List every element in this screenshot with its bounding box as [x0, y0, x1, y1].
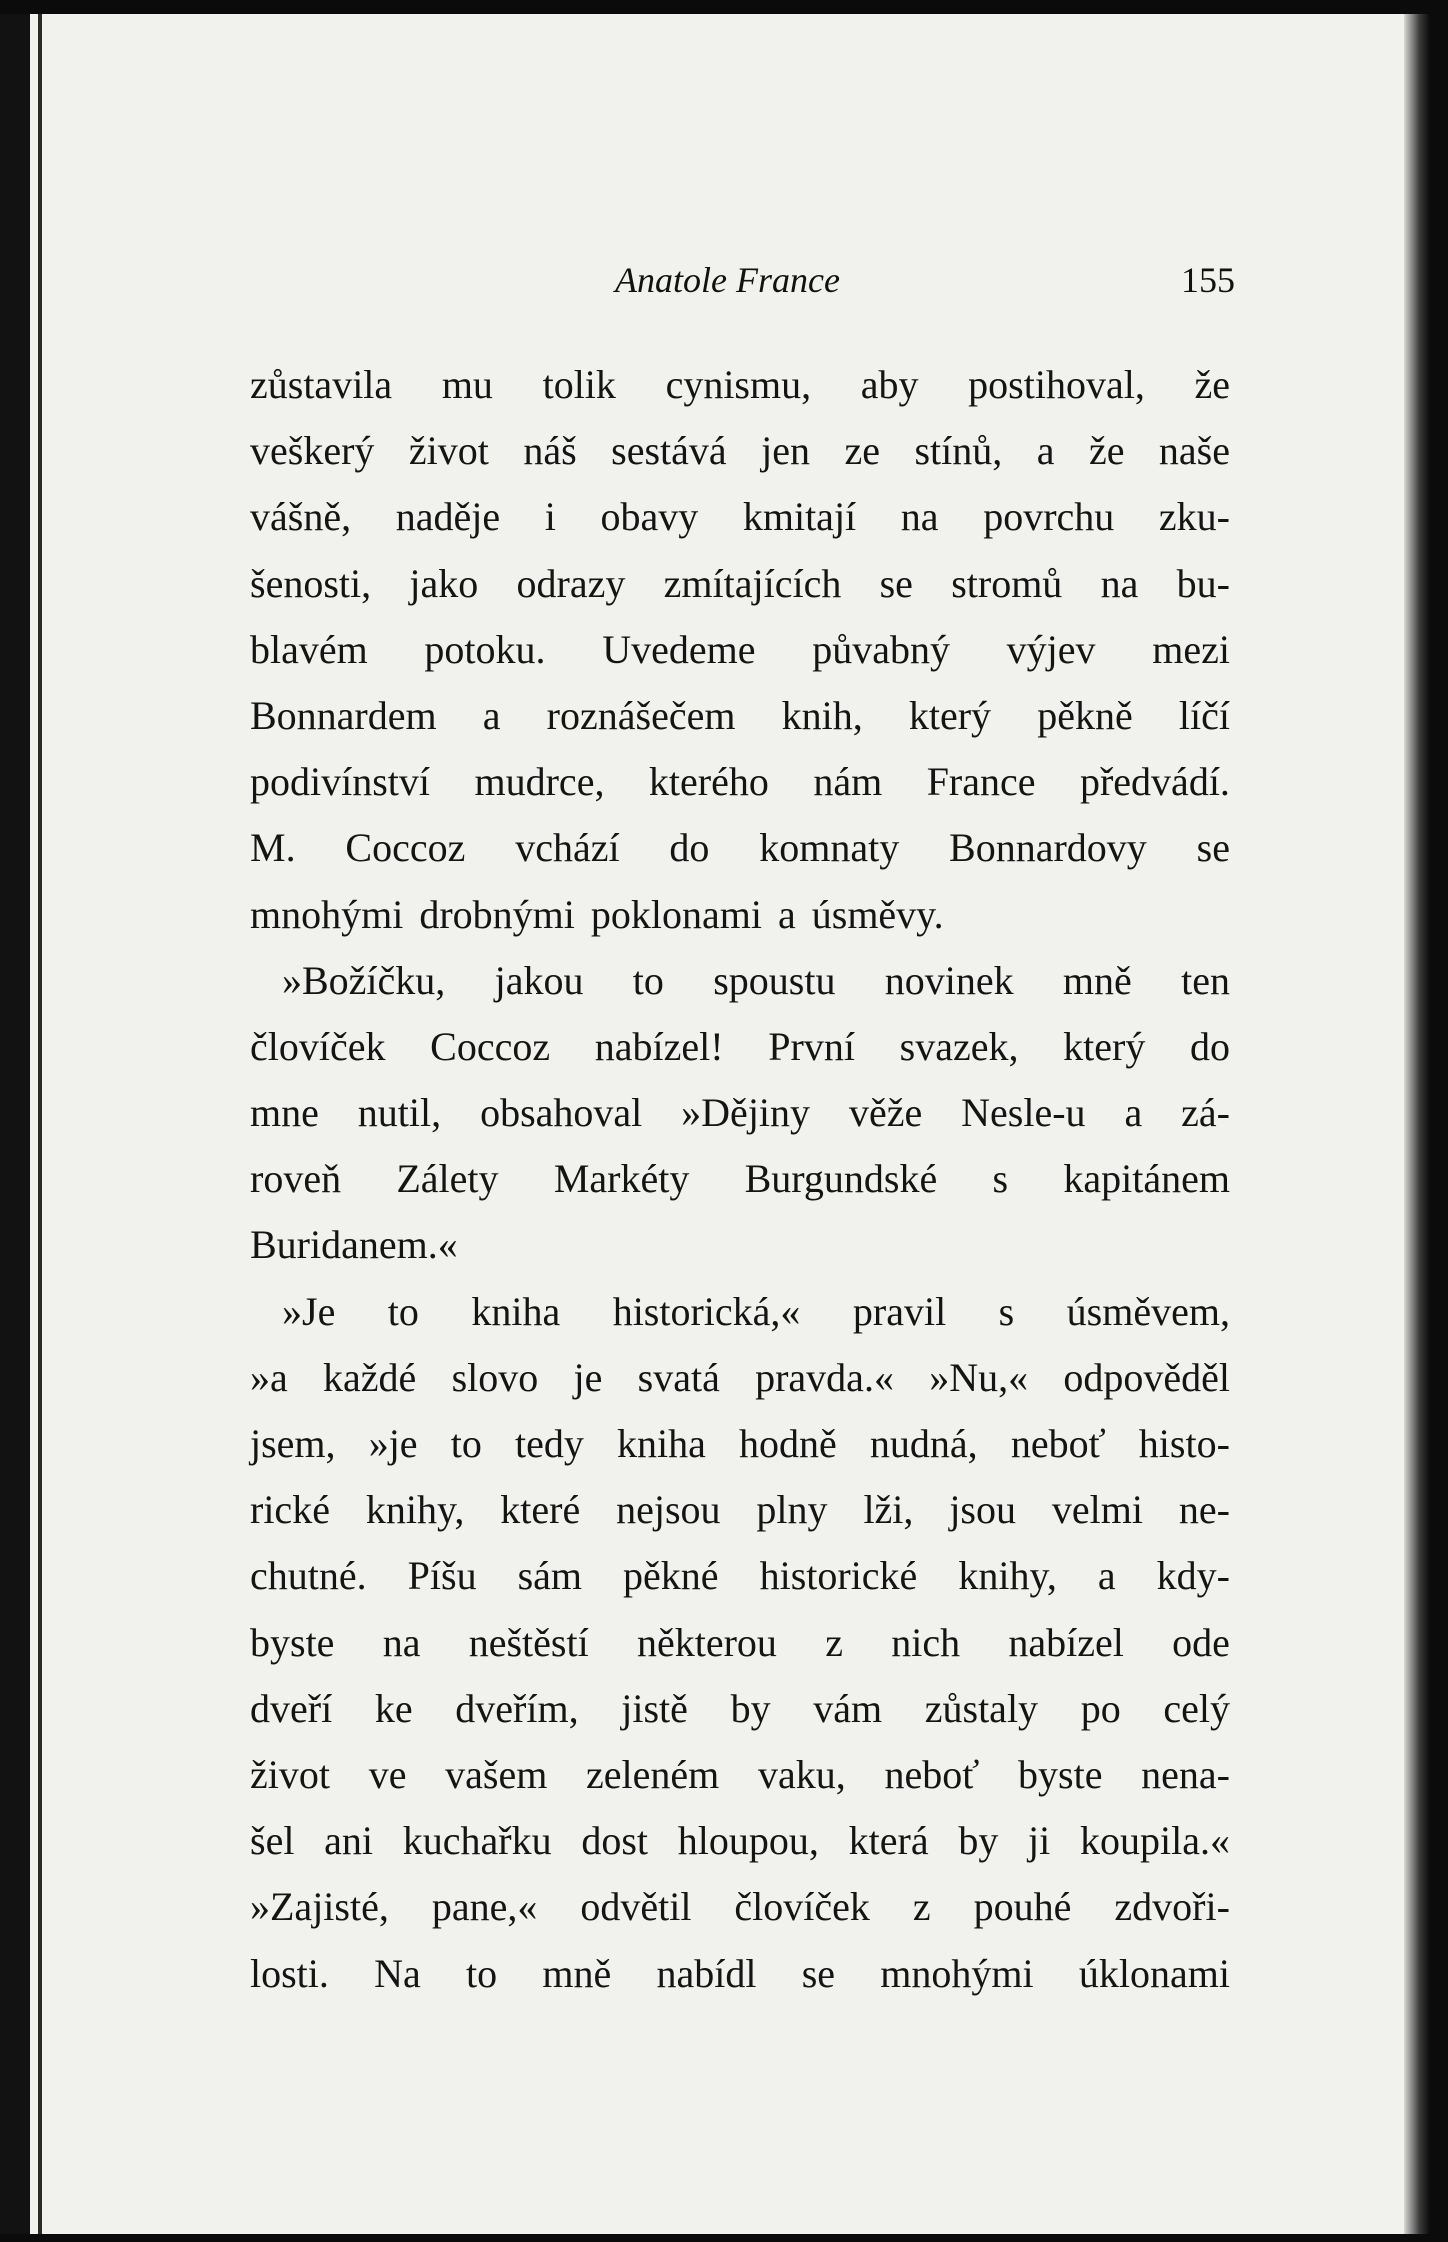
word: Bonnardovy	[949, 825, 1147, 871]
word: Coccoz	[345, 825, 466, 871]
word: byste	[250, 1619, 335, 1665]
word: Zálety	[396, 1156, 499, 1202]
word: koupila.«	[1080, 1818, 1230, 1864]
word: pravil	[852, 1288, 947, 1334]
word: sám	[517, 1553, 583, 1599]
word: se	[1196, 825, 1230, 871]
word: velmi	[1051, 1487, 1143, 1533]
word: dost	[581, 1818, 649, 1864]
word: Bonnardem	[250, 692, 437, 738]
word: kmitají	[742, 494, 857, 540]
text-line	[250, 882, 1230, 948]
word: mu	[441, 362, 493, 407]
body-text	[250, 352, 1230, 2007]
word: tedy	[514, 1421, 584, 1466]
text-line	[250, 1014, 1230, 1080]
word: a	[777, 891, 796, 937]
word: veškerý	[250, 428, 375, 474]
word: zeleném	[586, 1751, 720, 1797]
word: kniha	[471, 1288, 561, 1334]
word: kdy-	[1156, 1553, 1230, 1599]
word: obsahoval	[480, 1090, 643, 1136]
word: na	[382, 1619, 421, 1665]
word: blavém	[250, 626, 368, 672]
word: mne	[250, 1090, 319, 1136]
word: Na	[374, 1950, 421, 1996]
word: nejsou	[616, 1487, 721, 1533]
text-line	[250, 948, 1230, 1014]
text-line	[250, 1543, 1230, 1609]
text-line	[250, 484, 1230, 550]
word: který	[1063, 1023, 1146, 1069]
word: stínů,	[914, 428, 1003, 474]
word: pane,«	[431, 1884, 538, 1930]
word: mně	[542, 1950, 612, 1996]
word: a	[1036, 428, 1055, 474]
text-line	[250, 1279, 1230, 1345]
word: svatá	[637, 1354, 720, 1400]
word: »Zajisté,	[250, 1884, 389, 1930]
text-line	[250, 617, 1230, 683]
word: lži,	[863, 1487, 914, 1533]
word: ten	[1181, 957, 1230, 1003]
word: úklonami	[1078, 1950, 1230, 1996]
word: zá-	[1181, 1090, 1230, 1136]
word: úsměvy.	[811, 891, 944, 937]
word: neštěstí	[468, 1619, 589, 1665]
word: líčí	[1178, 692, 1230, 738]
word: plny	[756, 1487, 828, 1533]
text-line	[250, 1345, 1230, 1411]
binding-edge	[0, 14, 30, 2234]
word: byste	[1018, 1751, 1103, 1797]
running-head	[245, 259, 1235, 303]
word: nudná,	[869, 1421, 978, 1466]
word: První	[768, 1023, 855, 1069]
word: půvabný	[812, 626, 950, 672]
word: některou	[636, 1619, 777, 1665]
word: pouhé	[973, 1884, 1072, 1930]
word: svazek,	[899, 1023, 1019, 1069]
word: na	[1100, 560, 1139, 606]
word: ne-	[1178, 1487, 1230, 1533]
word: nich	[891, 1619, 961, 1665]
word: povrchu	[983, 494, 1115, 540]
word: obavy	[600, 494, 699, 540]
word: jako	[409, 560, 479, 606]
word: naše	[1158, 428, 1230, 474]
word: ani	[324, 1818, 374, 1864]
word: by	[730, 1685, 771, 1731]
word: Píšu	[407, 1553, 477, 1599]
word: to	[466, 1950, 498, 1996]
word: a	[482, 692, 501, 738]
word: by	[958, 1818, 999, 1864]
word: poklonami	[590, 891, 762, 937]
word: věže	[848, 1090, 923, 1136]
word: každé	[323, 1354, 417, 1400]
word: ve	[368, 1751, 407, 1797]
word: do	[1190, 1023, 1230, 1069]
word: Nesle-u	[961, 1090, 1086, 1136]
word: které	[500, 1487, 581, 1533]
word: »Božíčku,	[282, 957, 446, 1003]
word: jsem,	[250, 1421, 336, 1466]
word: vášně,	[250, 494, 352, 540]
word: France	[926, 759, 1036, 805]
word: to	[450, 1421, 482, 1466]
word: vám	[813, 1685, 883, 1731]
text-line	[250, 1742, 1230, 1808]
text-line	[250, 1146, 1230, 1212]
text-line	[250, 1212, 1230, 1278]
word: celý	[1163, 1685, 1230, 1731]
word: knihy,	[958, 1553, 1057, 1599]
word: pěkně	[1037, 692, 1133, 738]
text-line	[250, 1080, 1230, 1146]
text-line	[250, 1808, 1230, 1874]
word: chutné.	[250, 1553, 367, 1599]
word: potoku.	[424, 626, 546, 672]
word: a	[1124, 1090, 1143, 1136]
word: na	[900, 494, 939, 540]
word: a	[1097, 1553, 1116, 1599]
word: jen	[761, 428, 810, 474]
text-line	[250, 749, 1230, 815]
word: z	[912, 1884, 931, 1930]
word: vaku,	[758, 1751, 846, 1797]
word: bu-	[1176, 560, 1230, 606]
word: náš	[523, 428, 577, 474]
word: jsou	[949, 1487, 1016, 1533]
word: se	[879, 560, 913, 606]
word: jakou	[494, 957, 584, 1003]
word: pravda.«	[755, 1354, 894, 1400]
word: človíček	[250, 1023, 386, 1069]
word: nutil,	[357, 1090, 442, 1136]
word: ji	[1028, 1818, 1051, 1864]
word: která	[848, 1818, 929, 1864]
word: odvětil	[580, 1884, 692, 1930]
word: rické	[250, 1487, 330, 1533]
word: losti.	[250, 1950, 329, 1996]
text-line	[250, 815, 1230, 881]
text-line	[250, 551, 1230, 617]
text-line	[250, 1676, 1230, 1742]
word: naděje	[395, 494, 501, 540]
word: úsměvem,	[1066, 1288, 1230, 1334]
word: hodně	[739, 1421, 837, 1466]
word: roznášečem	[546, 692, 736, 738]
word: Uvedeme	[602, 626, 756, 672]
word: mudrce,	[474, 759, 605, 805]
word: nabídl	[656, 1950, 757, 1996]
word: jistě	[621, 1685, 688, 1731]
word: s	[992, 1156, 1009, 1202]
word: novinek	[884, 957, 1014, 1003]
word: »a	[250, 1354, 288, 1400]
word: i	[544, 494, 556, 540]
gutter-line	[38, 14, 42, 2234]
word: »je	[368, 1421, 418, 1466]
word: ode	[1172, 1619, 1230, 1665]
word: že	[1194, 362, 1230, 407]
word: kuchařku	[402, 1818, 552, 1864]
word: z	[825, 1619, 843, 1665]
word: odrazy	[516, 560, 626, 606]
word: stromů	[951, 560, 1063, 606]
word: podivínství	[250, 759, 431, 805]
word: že	[1088, 428, 1125, 474]
word: nám	[813, 759, 883, 805]
word: neboť	[1010, 1421, 1106, 1466]
word: Buridanem.«	[250, 1222, 458, 1268]
word: dveří	[250, 1685, 333, 1731]
word: vašem	[445, 1751, 548, 1797]
word: M.	[250, 825, 296, 871]
text-line	[250, 1610, 1230, 1676]
word: předvádí.	[1079, 759, 1230, 805]
word: výjev	[1006, 626, 1096, 672]
text-line	[250, 418, 1230, 484]
word: Burgundské	[744, 1156, 938, 1202]
word: ke	[374, 1685, 413, 1731]
word: »Dějiny	[681, 1090, 811, 1136]
word: nabízel!	[594, 1023, 724, 1069]
word: knih,	[781, 692, 863, 738]
word: drobnými	[419, 891, 575, 937]
word: hloupou,	[677, 1818, 819, 1864]
page-edge-shadow	[1404, 14, 1430, 2234]
word: »Nu,«	[929, 1354, 1029, 1400]
word: komnaty	[759, 825, 900, 871]
text-line	[250, 683, 1230, 749]
word: nabízel	[1008, 1619, 1124, 1665]
word: vchází	[515, 825, 620, 871]
word: postihoval,	[968, 362, 1145, 407]
word: Markéty	[553, 1156, 690, 1202]
word: do	[669, 825, 710, 871]
word: mně	[1062, 957, 1132, 1003]
word: zůstavila	[250, 362, 393, 407]
running-head-author: Anatole France	[615, 260, 840, 300]
word: kniha	[616, 1421, 706, 1466]
word: život	[408, 428, 489, 474]
word: mnohými	[880, 1950, 1034, 1996]
word: mezi	[1152, 626, 1230, 672]
word: odpověděl	[1063, 1354, 1230, 1400]
word: se	[801, 1950, 836, 1996]
text-line	[250, 1477, 1230, 1543]
word: pěkné	[623, 1553, 719, 1599]
word: aby	[860, 362, 919, 407]
word: roveň	[250, 1156, 342, 1202]
word: zku-	[1158, 494, 1230, 540]
word: kterého	[648, 759, 769, 805]
word: historická,«	[612, 1288, 801, 1334]
word: zůstaly	[924, 1685, 1039, 1731]
word: nena-	[1141, 1751, 1230, 1797]
word: Coccoz	[430, 1023, 551, 1069]
word: dveřím,	[455, 1685, 579, 1731]
word: kapitánem	[1063, 1156, 1230, 1202]
word: knihy,	[365, 1487, 465, 1533]
word: tolik	[542, 362, 616, 407]
text-line	[250, 1411, 1230, 1477]
word: sestává	[611, 428, 727, 474]
word: s	[998, 1288, 1015, 1334]
word: po	[1080, 1685, 1121, 1731]
word: histo-	[1138, 1421, 1230, 1466]
word: to	[632, 957, 664, 1003]
word: život	[250, 1751, 330, 1797]
text-line	[250, 1941, 1230, 2007]
text-line	[250, 1874, 1230, 1940]
word: zmítajících	[663, 560, 842, 606]
word: to	[387, 1288, 419, 1334]
word: který	[908, 692, 992, 738]
word: cynismu,	[665, 362, 812, 407]
word: človíček	[734, 1884, 870, 1930]
word: je	[573, 1354, 603, 1400]
word: historické	[759, 1553, 918, 1599]
word: spoustu	[713, 957, 836, 1003]
word: neboť	[884, 1751, 980, 1797]
word: ze	[844, 428, 880, 474]
word: zdvoři-	[1114, 1884, 1230, 1930]
word: »Je	[282, 1288, 336, 1334]
book-page	[0, 14, 1430, 2234]
word: šenosti,	[250, 560, 372, 606]
word: mnohými	[250, 891, 404, 937]
word: šel	[250, 1818, 295, 1864]
page-number: 155	[1181, 260, 1235, 300]
text-line	[250, 352, 1230, 418]
word: slovo	[451, 1354, 539, 1400]
